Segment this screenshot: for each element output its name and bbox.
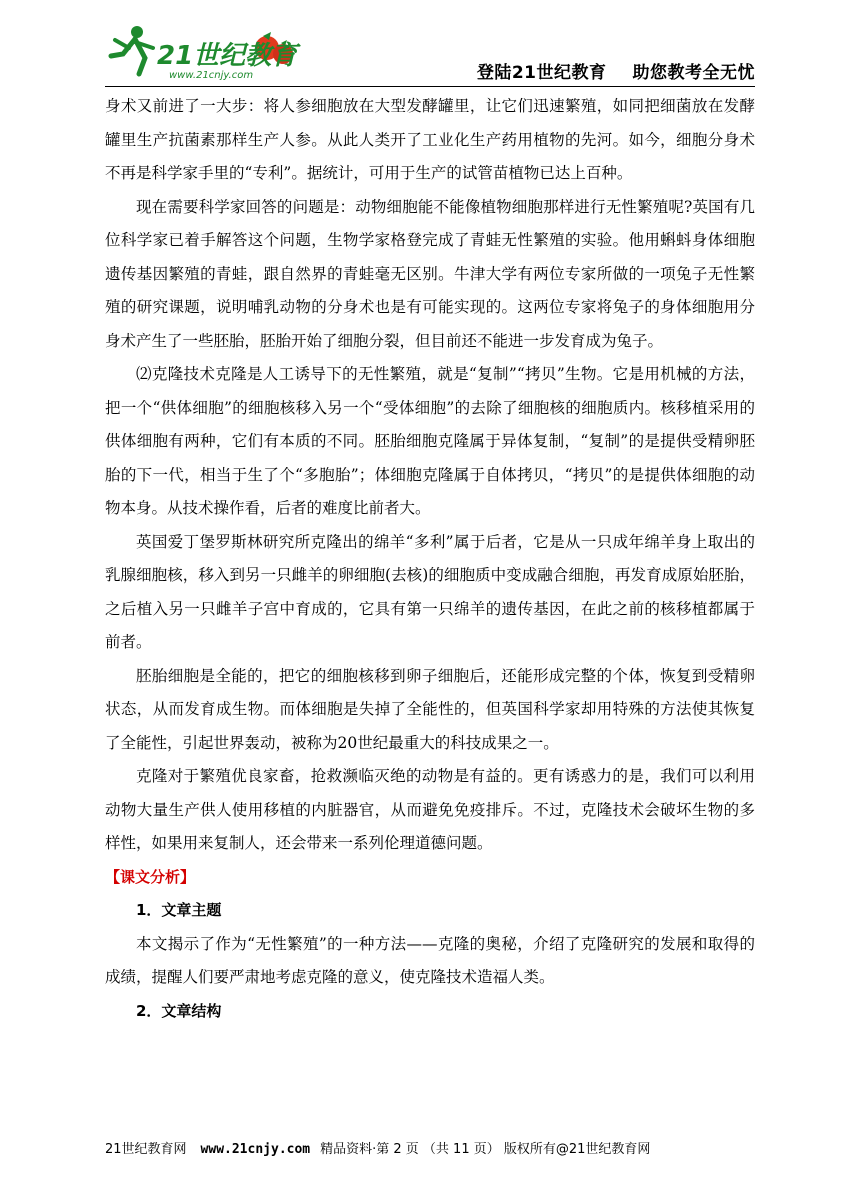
paragraph-4: 英国爱丁堡罗斯林研究所克隆出的绵羊“多利”属于后者，它是从一只成年绵羊身上取出的乳腺细胞核，移入到另一只雌羊的卵细胞(去核)的细胞质中变成融合细胞，再发育成原始胚胎，之后植入另一只雌羊子宫中育成的，它具有第一只绵羊的遗传基因，在此之前的核移植都属于前者。 (105, 532, 755, 651)
site-logo (105, 18, 305, 84)
slogan-right: 助您教考全无忧 (632, 63, 755, 83)
page-footer (105, 1138, 755, 1157)
paragraph-6: 克隆对于繁殖优良家畜，抢救濒临灭绝的动物是有益的。更有诱惑力的是，我们可以利用动物大量生产供人使用移植的内脏器官，从而避免免疫排斥。不过，克隆技术会破坏生物的多样性，如果用来复制人，还会带来一系列伦理道德问题。 (105, 767, 755, 852)
section-title: 【课文分析】 (105, 867, 196, 886)
page-header (105, 18, 755, 86)
paragraph-3: ⑵克隆技术克隆是人工诱导下的无性繁殖，就是“复制”“拷贝”生物。它是用机械的方法，把一个“供体细胞”的细胞核移入另一个“受体细胞”的去除了细胞核的细胞质内。核移植采用的供体细胞有两种，它们有本质的不同。胚胎细胞克隆属于异体复制，“复制”的是提供受精卵胚胎的下一代，相当于生了个“多胞胎”；体细胞克隆属于自体拷贝，“拷贝”的是提供体细胞的动物本身。从技术操作看，后者的难度比前者大。 (105, 365, 755, 517)
runner-icon (111, 26, 153, 74)
paragraph-2: 现在需要科学家回答的问题是：动物细胞能不能像植物细胞那样进行无性繁殖呢?英国有几位科学家已着手解答这个问题，生物学家格登完成了青蛙无性繁殖的实验。他用蝌蚪身体细胞遗传基因繁殖的青蛙，跟自然界的青蛙毫无区别。牛津大学有两位专家所做的一项兔子无性繁殖的研究课题，说明哺乳动物的分身术也是有可能实现的。这两位专家将兔子的身体细胞用分身术产生了一些胚胎，胚胎开始了细胞分裂，但目前还不能进一步发育成为兔子。 (105, 197, 755, 350)
slogan-left: 登陆21世纪教育 (476, 63, 607, 83)
header-divider (105, 86, 755, 87)
footer-site-link[interactable]: www.21cnjy.com (200, 1142, 311, 1157)
paragraph-1: 身术又前进了一大步：将人参细胞放在大型发酵罐里，让它们迅速繁殖，如同把细菌放在发酵罐里生产抗菌素那样生产人参。从此人类开了工业化生产药用植物的先河。如今，细胞分身术不再是科学家手里的“专利”。据统计，可用于生产的试管苗植物已达上百种。 (105, 97, 755, 182)
subheading-theme: 1．文章主题 (136, 901, 222, 919)
footer-right: 精品资料·第 2 页 （共 11 页） 版权所有@21世纪教育网 (320, 1142, 651, 1157)
logo-wordmark: 21世纪教育 (157, 41, 298, 71)
footer-left: 21世纪教育网 (105, 1142, 187, 1157)
paragraph-5: 胚胎细胞是全能的，把它的细胞核移到卵子细胞后，还能形成完整的个体，恢复到受精卵状态，从而发育成生物。而体细胞是失掉了全能性的，但英国科学家却用特殊的方法使其恢复了全能性，引起世界轰动，被称为20世纪最重大的科技成果之一。 (105, 666, 755, 752)
header-slogan (477, 58, 755, 83)
subheading-structure: 2．文章结构 (136, 1001, 222, 1020)
paragraph-theme: 本文揭示了作为“无性繁殖”的一种方法——克隆的奥秘，介绍了克隆研究的发展和取得的成绩，提醒人们要严肃地考虑克隆的意义，使克隆技术造福人类。 (105, 934, 755, 986)
document-body (105, 90, 755, 1028)
logo-url: www.21cnjy.com (169, 70, 254, 81)
